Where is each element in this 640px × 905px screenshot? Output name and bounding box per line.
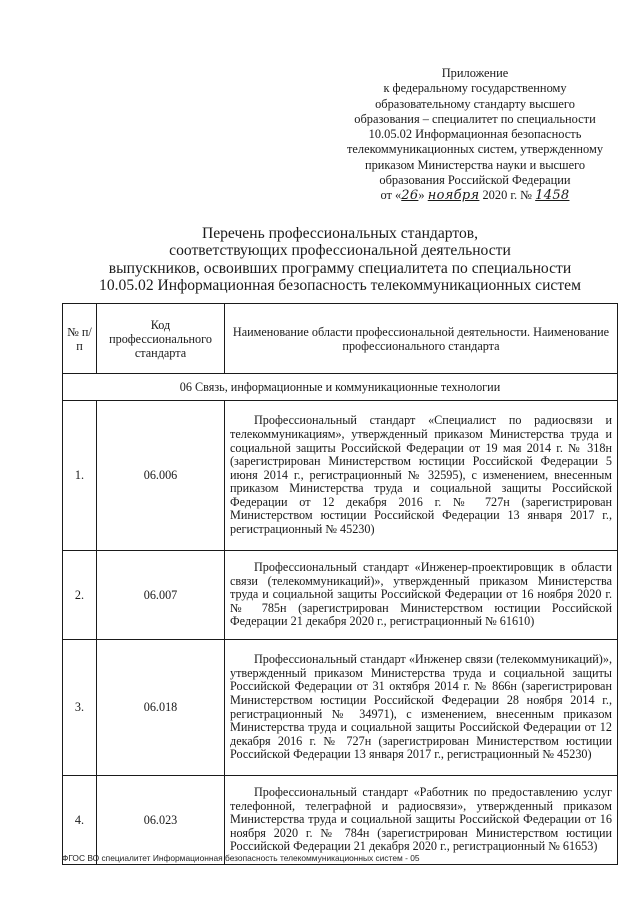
title-line: 10.05.02 Информационная безопасность телекоммуникационных систем (99, 276, 581, 294)
table-row (63, 640, 618, 776)
title-line: выпускников, освоивших программу специалитета по специальности (108, 259, 572, 277)
header-name: Наименование области профессиональной деятельности. Наименование профессионального стандарта (225, 304, 618, 374)
appendix-line: Приложение (441, 66, 509, 80)
standards-table (62, 303, 618, 865)
appendix-line: приказом Министерства науки и высшего (364, 157, 586, 172)
appendix-line: образования – специалитет по специальности (354, 111, 596, 126)
row-code: 06.018 (97, 640, 225, 776)
appendix-line: телекоммуникационных систем, утвержденному (346, 142, 604, 157)
row-standard-text: Профессиональный стандарт «Специалист по радиосвязи и телекоммуникациям», утвержденный приказом Министерства труда и социальной защиты Российской Федерации от 19 мая 2014 г. № 318н (зарегистрирован Министерством юстиции Российской Федерации 5 июня 2014 г., регистрационный № 32595), с изменением, внесенным приказом Министерства труда и социальной защиты Российской Федерации от 12 декабря 2016 г. № 727н (зарегистрирован Министерством юстиции Российской Федерации 13 января 2017 г., регистрационный № 45230) (225, 401, 618, 551)
row-code: 06.006 (97, 401, 225, 551)
order-prefix: от « (380, 188, 402, 203)
order-year: 2020 г. № (479, 188, 536, 203)
appendix-line: 10.05.02 Информационная безопасность (368, 127, 582, 142)
row-num: 3. (63, 640, 97, 776)
row-standard-text: Профессиональный стандарт «Работник по предоставлению услуг телефонной, телеграфной и радиосвязи», утвержденный приказом Министерства труда и социальной защиты Российской Федерации от 16 ноября 2020 г. № 784н (зарегистрирован Министерством юстиции Российской Федерации 21 декабря 2020 г., регистрационный № 61653) (225, 776, 618, 865)
section-row (63, 374, 618, 401)
table-header-row (63, 304, 618, 374)
table-row (63, 551, 618, 640)
header-code: Код профессионального стандарта (97, 304, 225, 374)
appendix-line: к федеральному государственному (383, 81, 567, 96)
order-day-handwritten: 26 (401, 188, 419, 204)
title-line: соответствующих профессиональной деятельности (169, 242, 511, 260)
section-title: 06 Связь, информационные и коммуникационные технологии (63, 374, 618, 401)
row-standard-text: Профессиональный стандарт «Инженер связи (телекоммуникаций)», утвержденный приказом Министерства труда и социальной защиты Российской Федерации от 31 октября 2014 г. № 866н (зарегистрирован Министерством юстиции Российской Федерации 28 ноября 2014 г., регистрационный № 34971), с изменением, внесенным приказом Министерства труда и социальной защиты Российской Федерации от 12 декабря 2016 г. № 727н (зарегистрирован Министерством юстиции Российской Федерации 13 января 2017 г., регистрационный № 45230) (225, 640, 618, 776)
row-num: 2. (63, 551, 97, 640)
order-month-handwritten: ноября (427, 188, 480, 204)
order-date-line (330, 188, 620, 203)
table-row (63, 401, 618, 551)
appendix-line: образовательному стандарту высшего (375, 96, 575, 111)
page-footer: ФГОС ВО специалитет Информационная безопасность телекоммуникационных систем - 05 (62, 853, 420, 863)
appendix-block (330, 66, 620, 204)
header-num: № п/п (63, 304, 97, 374)
table-row (63, 776, 618, 865)
row-standard-text: Профессиональный стандарт «Инженер-проектировщик в области связи (телекоммуникаций)», утвержденный приказом Министерства труда и социальной защиты Российской Федерации от 16 ноября 2020 г. № 785н (зарегистрирован Министерством юстиции Российской Федерации 21 декабря 2020 г., регистрационный № 61610) (225, 551, 618, 640)
title-line: Перечень профессиональных стандартов, (201, 225, 479, 242)
row-num: 4. (63, 776, 97, 865)
appendix-line: образования Российской Федерации (379, 173, 571, 188)
document-title (60, 225, 620, 294)
row-num: 1. (63, 401, 97, 551)
row-code: 06.023 (97, 776, 225, 865)
order-mid: » (418, 188, 428, 203)
row-code: 06.007 (97, 551, 225, 640)
order-number-handwritten: 1458 (535, 188, 570, 204)
